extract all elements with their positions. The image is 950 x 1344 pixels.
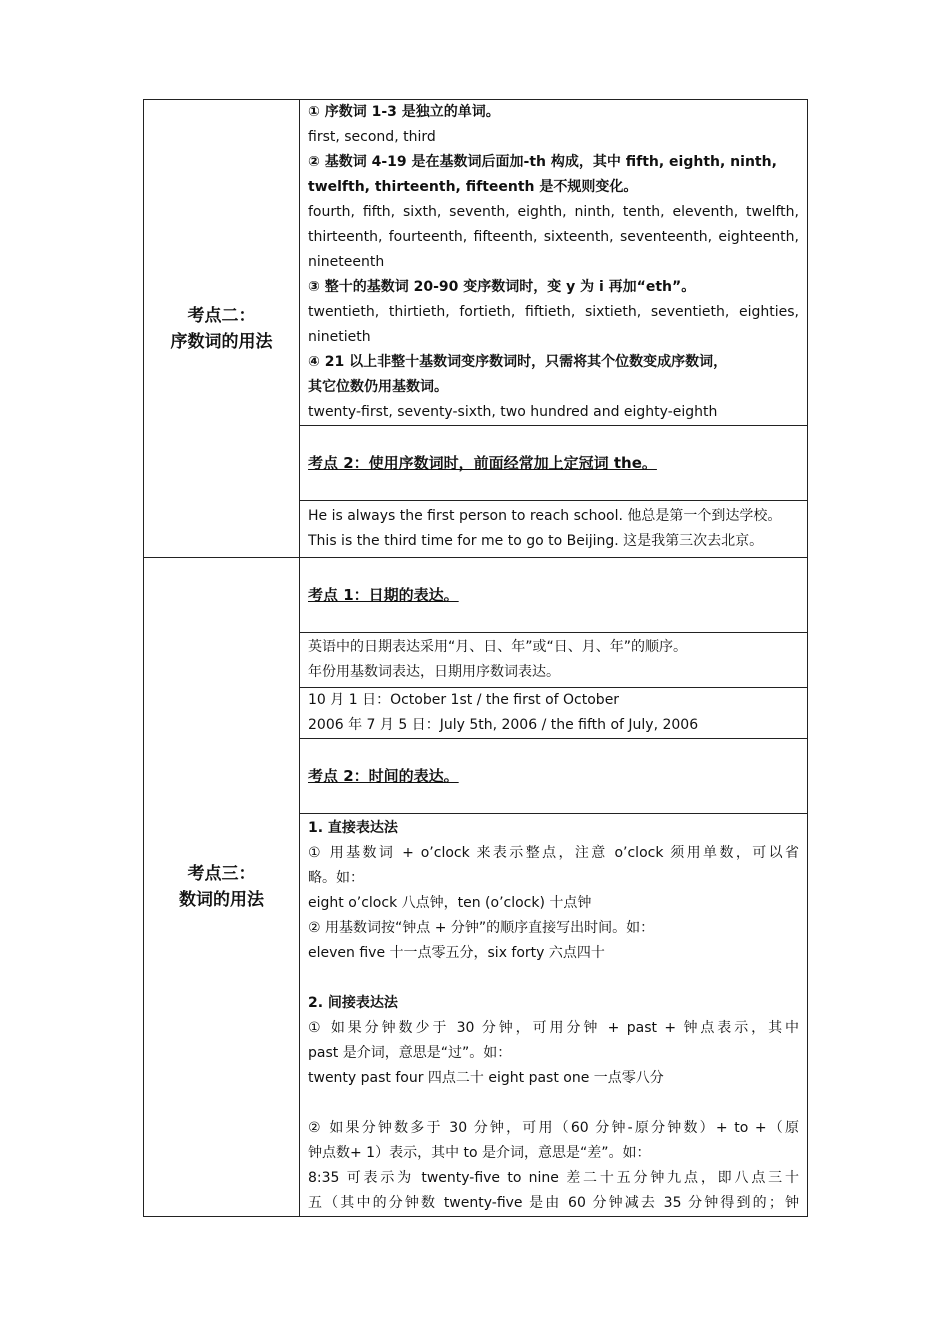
section-3-date-heading-row [144, 558, 808, 633]
section-2-subtitle: 序数词的用法 [170, 331, 273, 352]
example-sentence-1: He is always the first person to reach school. 他总是第一个到达学校。 [308, 508, 782, 524]
direct-rule-1-line1: ① 用基数词 + o’clock 来表示整点，注意 o’clock 须用单数，可以省 [308, 845, 799, 861]
date-rule-line2: 年份用基数词表达，日期用序数词表达。 [308, 664, 560, 680]
rule-2-title-line2: twelfth, thirteenth, fifteenth 是不规则变化。 [308, 179, 638, 195]
spacer [308, 966, 799, 991]
rule-1-title: ① 序数词 1-3 是独立的单词。 [308, 104, 500, 120]
ordinal-rules-cell [300, 100, 808, 426]
indirect-rule-2-example-line2: 五（其中的分钟数 twenty-five 是由 60 分钟减去 35 分钟得到的；钟 [308, 1195, 799, 1211]
indirect-rule-1-example: twenty past four 四点二十 eight past one 一点零八分 [308, 1070, 664, 1086]
indirect-rule-2-line1: ② 如果分钟数多于 30 分钟，可用（60 分钟-原分钟数）+ to +（原 [308, 1120, 799, 1136]
point-2-heading-cell [300, 426, 808, 501]
rule-4-title-line1: ④ 21 以上非整十基数词变序数词时，只需将其个位数变成序数词， [308, 354, 728, 370]
direct-rule-1-line2: 略。如： [308, 870, 364, 886]
date-heading: 考点 1：日期的表达。 [308, 585, 459, 604]
indirect-rule-2-line2: 钟点数+ 1）表示，其中 to 是介词，意思是“差”。如： [308, 1145, 651, 1161]
point-2-heading: 考点 2：使用序数词时，前面经常加上定冠词 the。 [308, 453, 657, 472]
direct-rule-1-example: eight o’clock 八点钟，ten (o’clock) 十点钟 [308, 895, 592, 911]
date-examples-cell [300, 688, 808, 739]
date-rule-line1: 英语中的日期表达采用“月、日、年”或“日、月、年”的顺序。 [308, 639, 688, 655]
rule-4-title-line2: 其它位数仍用基数词。 [308, 379, 448, 395]
rule-2-examples-line1: fourth, fifth, sixth, seventh, eighth, ninth, tenth, eleventh, twelfth, [308, 204, 799, 220]
rule-3-title: ③ 整十的基数词 20-90 变序数词时，变 y 为 i 再加“eth”。 [308, 279, 696, 295]
indirect-rule-1-line2: past 是介词，意思是“过”。如： [308, 1045, 512, 1061]
section-2-label-cell [144, 100, 300, 558]
indirect-rule-2-example-line1: 8:35 可表示为 twenty-five to nine 差二十五分钟九点，即八点三十 [308, 1170, 799, 1186]
time-methods-cell [300, 814, 808, 1217]
example-sentence-2: This is the third time for me to go to Beijing. 这是我第三次去北京。 [308, 533, 764, 549]
rule-2-examples-line2: thirteenth, fourteenth, fifteenth, sixteenth, seventeenth, eighteenth, [308, 229, 799, 245]
direct-method-title: 1. 直接表达法 [308, 820, 398, 836]
rule-1-examples: first, second, third [308, 129, 436, 145]
direct-rule-2-example: eleven five 十一点零五分，six forty 六点四十 [308, 945, 605, 961]
section-3-label-cell [144, 558, 300, 1217]
point-2-examples-cell [300, 501, 808, 558]
date-rule-cell [300, 633, 808, 688]
direct-rule-2: ② 用基数词按“钟点 + 分钟”的顺序直接写出时间。如： [308, 920, 655, 936]
rule-2-title-line1: ② 基数词 4-19 是在基数词后面加-th 构成，其中 fifth, eighth, ninth, [308, 154, 777, 170]
rule-3-examples-line1: twentieth, thirtieth, fortieth, fiftieth, sixtieth, seventieth, eighties, [308, 304, 799, 320]
date-example-2: 2006 年 7 月 5 日：July 5th, 2006 / the fifth of July, 2006 [308, 717, 699, 733]
section-3-subtitle: 数词的用法 [179, 890, 264, 910]
time-heading-cell [300, 739, 808, 814]
spacer [308, 1091, 799, 1116]
grammar-table [143, 99, 808, 1217]
section-2-title: 考点二： [187, 305, 256, 326]
date-heading-cell [300, 558, 808, 633]
section-2-ordinal-rules-row [144, 100, 808, 426]
time-heading: 考点 2：时间的表达。 [308, 766, 459, 785]
indirect-rule-1-line1: ① 如果分钟数少于 30 分钟，可用分钟 + past + 钟点表示，其中 [308, 1020, 799, 1036]
section-3-title: 考点三： [187, 864, 256, 884]
rule-3-examples-line2: ninetieth [308, 329, 371, 345]
indirect-method-title: 2. 间接表达法 [308, 995, 398, 1011]
date-example-1: 10 月 1 日：October 1st / the first of October [308, 692, 620, 708]
rule-4-examples: twenty-first, seventy-sixth, two hundred and eighty-eighth [308, 404, 718, 420]
rule-2-examples-line3: nineteenth [308, 254, 385, 270]
